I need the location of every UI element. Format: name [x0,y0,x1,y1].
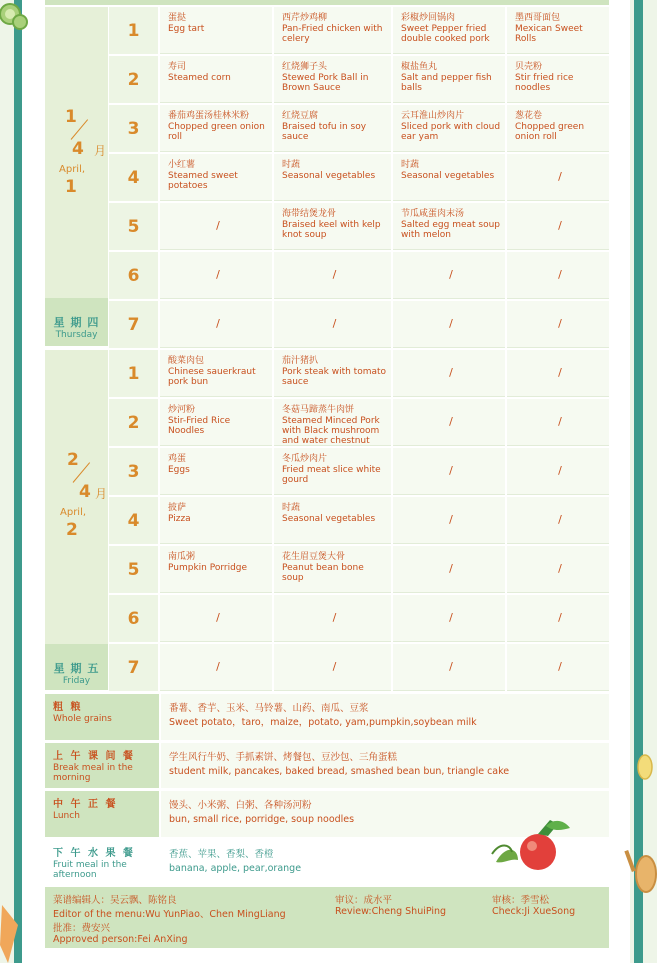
empty-dish: / [332,660,337,673]
empty-dish: / [558,268,562,281]
empty-dish: / [558,219,562,232]
dish-name-zh: 番茄鸡蛋汤桂林米粉 [168,111,250,121]
dish-name-en: Seasonal vegetables [282,514,376,524]
category-label-en: Break meal in the morning [53,763,133,783]
meal-row [109,350,609,397]
tomato-icon [488,814,578,878]
category-items-zh: 香蕉、苹果、香梨、香橙 [169,849,274,860]
empty-dish: / [449,366,453,379]
english-month: April, [59,164,86,175]
dish-name-en: Eggs [168,465,190,475]
empty-dish: / [332,268,337,281]
empty-dish: / [449,415,453,428]
dish-cell [507,546,609,593]
dish-cell [160,301,272,348]
category-items-zh: 番薯、香芋、玉米、马铃薯、山药、南瓜、豆浆 [169,703,369,714]
meal-number: 1 [109,7,158,54]
check-en: Check:Ji XueSong [492,906,576,917]
dish-name-en: Steamed sweet potatoes [168,171,238,191]
empty-dish: / [449,611,453,624]
meal-number: 6 [109,252,158,299]
dish-cell [274,203,391,250]
dish-cell [393,301,505,348]
carrot-icon [0,905,22,963]
dish-cell [507,7,609,54]
dish-cell [160,595,272,642]
dish-name-zh: 葱花卷 [515,111,543,121]
dish-name-zh: 寿司 [168,62,187,72]
day-1-label [45,7,108,346]
dish-name-en: Stewed Pork Ball in Brown Sauce [282,73,369,93]
dish-cell [274,595,391,642]
dish-name-zh: 墨西哥面包 [515,13,561,23]
dish-name-zh: 节瓜咸蛋肉末汤 [401,209,465,219]
menu-footer [45,887,609,948]
dish-name-zh: 云耳淮山炒肉片 [401,111,465,121]
date-cell [45,7,108,297]
empty-dish: / [216,219,220,232]
weekday-zh: 星 期 五 [53,662,100,675]
dish-cell [274,301,391,348]
empty-dish: / [449,317,453,330]
dish-cell [507,154,609,201]
dish-cell [507,301,609,348]
dish-name-zh: 茄汁猪扒 [282,356,319,366]
dish-cell [160,252,272,299]
dish-cell [160,203,272,250]
dish-cell [507,203,609,250]
meal-row [109,497,609,544]
dish-cell [160,154,272,201]
meal-row [109,448,609,495]
spoon-icon [624,840,657,920]
category-label [45,840,159,884]
dish-name-en: Fried meat slice white gourd [282,465,381,485]
english-day: 1 [65,177,77,197]
dish-cell [274,56,391,103]
category-label-zh: 上 午 课 间 餐 [53,751,135,762]
meal-number: 2 [109,56,158,103]
empty-dish: / [449,464,453,477]
dish-name-en: Egg tart [168,24,205,34]
day-block-2 [45,350,609,690]
dish-cell [507,497,609,544]
weekday-cell [45,644,108,690]
dish-cell [393,56,505,103]
month-char: 月 [95,487,108,501]
empty-dish: / [558,562,562,575]
dish-cell [393,154,505,201]
dish-name-zh: 椒盐鱼丸 [401,62,438,72]
dish-cell [160,497,272,544]
editor-zh: 菜谱编辑人：吴云飘、陈铭良 [53,895,177,906]
dish-cell [160,399,272,446]
dish-name-zh: 披萨 [168,503,187,513]
meal-row [109,7,609,54]
dish-name-zh: 海带结煲龙骨 [282,209,337,219]
dish-name-zh: 红烧豆腐 [282,111,319,121]
empty-dish: / [332,611,337,624]
empty-dish: / [558,660,562,673]
dish-cell [160,546,272,593]
dish-name-en: Salted egg meat soup with melon [401,220,501,240]
dish-name-zh: 炒河粉 [168,405,196,415]
dish-cell [393,105,505,152]
empty-dish: / [558,170,562,183]
dish-name-en: Stir-Fried Rice Noodles [168,416,231,436]
category-label-en: Lunch [53,811,80,821]
corn-icon [634,752,657,782]
empty-dish: / [558,366,562,379]
category-label-zh: 粗 粮 [53,702,83,713]
dish-name-zh: 时蔬 [401,160,420,170]
weekday-en: Thursday [55,330,98,340]
dish-name-en: Braised tofu in soy sauce [282,122,367,142]
empty-dish: / [558,513,562,526]
dish-cell [393,350,505,397]
dish-name-zh: 小红薯 [168,160,196,170]
empty-dish: / [558,464,562,477]
category-label-en: Fruit meal in the afternoon [53,860,127,880]
dish-cell [274,644,391,691]
meal-number: 1 [109,350,158,397]
meal-number: 7 [109,644,158,691]
meal-row [109,56,609,103]
approve-zh: 批准：费安兴 [53,923,111,934]
dish-name-en: Pumpkin Porridge [168,563,248,573]
empty-dish: / [449,660,453,673]
dish-name-zh: 西芹炒鸡柳 [282,13,328,23]
meal-row [109,252,609,299]
meal-number: 2 [109,399,158,446]
cucumber-icon [0,0,28,34]
empty-dish: / [216,660,220,673]
dish-cell [507,399,609,446]
dish-cell [507,252,609,299]
category-label [45,694,159,740]
meal-row [109,595,609,642]
dish-cell [160,350,272,397]
dish-cell [160,105,272,152]
check-zh: 审核：季雪松 [492,895,550,906]
weekday-cell [45,298,108,346]
month-number: 4 [72,139,84,159]
category-whole-grains [45,694,609,740]
dish-cell [393,252,505,299]
meal-number: 3 [109,105,158,152]
empty-dish: / [216,611,220,624]
day-2-label [45,350,108,690]
left-rail-band [14,0,22,963]
month-char: 月 [94,144,107,158]
category-label [45,743,159,788]
meal-row [109,546,609,593]
dish-name-en: Seasonal vegetables [401,171,495,181]
dish-cell [274,546,391,593]
empty-dish: / [216,268,220,281]
category-items-en: bun, small rice, porridge, soup noodles [169,814,355,825]
meal-number: 5 [109,546,158,593]
dish-cell [274,252,391,299]
meal-number: 5 [109,203,158,250]
category-items-zh: 学生风行牛奶、手抓素饼、烤餐包、豆沙包、三角蛋糕 [169,752,398,763]
category-body [161,743,609,788]
dish-name-en: Seasonal vegetables [282,171,376,181]
empty-dish: / [558,611,562,624]
dish-name-zh: 南瓜粥 [168,552,196,562]
dish-name-zh: 时蔬 [282,160,301,170]
dish-cell [507,105,609,152]
category-label-zh: 中 午 正 餐 [53,799,118,810]
empty-dish: / [558,415,562,428]
dish-name-en: Steamed corn [168,73,231,83]
dish-name-zh: 蛋挞 [168,13,187,23]
dish-cell [507,350,609,397]
dish-name-zh: 冬菇马蹄蒸牛肉饼 [282,405,355,415]
editor-en: Editor of the menu:Wu YunPiao、Chen MingLiang [53,909,286,920]
dish-cell [160,644,272,691]
day-block-1 [45,7,609,346]
dish-cell [160,448,272,495]
right-rail [630,0,657,963]
meal-row [109,203,609,250]
dish-name-en: Steamed Minced Pork with Black mushroom and water chestnut [282,416,380,446]
dish-name-en: Chopped green onion roll [168,122,265,142]
dish-name-zh: 彩椒炒回锅肉 [401,13,456,23]
dish-cell [274,448,391,495]
meal-number: 7 [109,301,158,348]
meal-number: 6 [109,595,158,642]
meal-row [109,399,609,446]
category-body [161,694,609,740]
meal-number: 3 [109,448,158,495]
meal-row [109,644,609,691]
dish-name-en: Mexican Sweet Rolls [515,24,583,44]
dish-cell [507,644,609,691]
approve-en: Approved person:Fei AnXing [53,934,188,945]
dish-cell [393,448,505,495]
dish-name-en: Sweet Pepper fried double cooked pork [401,24,490,44]
weekday-zh: 星 期 四 [53,316,100,329]
meal-row [109,301,609,348]
dish-cell [507,56,609,103]
empty-dish: / [216,317,220,330]
meal-number: 4 [109,154,158,201]
dish-cell [274,399,391,446]
dish-name-zh: 红烧狮子头 [282,62,328,72]
left-rail [0,0,22,963]
dish-name-zh: 鸡蛋 [168,454,187,464]
weekday-en: Friday [62,676,91,686]
empty-dish: / [449,268,453,281]
meal-row [109,105,609,152]
dish-name-en: Chopped green onion roll [515,122,585,142]
dish-name-zh: 冬瓜炒肉片 [282,454,328,464]
meal-row [109,154,609,201]
dish-cell [274,497,391,544]
top-strip [45,0,609,5]
dish-cell [274,7,391,54]
category-label [45,791,159,837]
meal-number: 4 [109,497,158,544]
review-zh: 审议：成水平 [335,895,393,906]
dish-cell [393,497,505,544]
dish-cell [274,105,391,152]
category-morning-break [45,743,609,788]
category-items-zh: 馒头、小米粥、白粥、各种汤河粉 [169,800,312,811]
dish-name-en: Stir fried rice noodles [515,73,574,93]
dish-name-en: Pan-Fried chicken with celery [282,24,383,44]
empty-dish: / [558,317,562,330]
empty-dish: / [332,317,337,330]
category-label-zh: 下 午 水 果 餐 [53,848,135,859]
right-rail-band [634,0,643,963]
dish-name-en: Peanut bean bone soup [282,563,364,583]
dish-name-en: Braised keel with kelp knot soup [282,220,381,240]
english-day: 2 [66,520,78,540]
dish-cell [393,7,505,54]
review-en: Review:Cheng ShuiPing [335,906,447,917]
english-month: April, [60,507,87,518]
dish-name-en: Pork steak with tomato sauce [282,367,387,387]
dish-cell [393,644,505,691]
dish-name-zh: 酸菜肉包 [168,356,205,366]
dish-cell [393,595,505,642]
dish-name-zh: 贝壳粉 [515,62,543,72]
category-items-en: banana, apple, pear,orange [169,863,302,874]
dish-name-en: Sliced pork with cloud ear yam [401,122,501,142]
dish-cell [507,595,609,642]
dish-name-en: Salt and pepper fish balls [401,73,492,93]
day-number: 1 [65,107,77,127]
dish-cell [274,154,391,201]
dish-cell [393,399,505,446]
dish-name-en: Pizza [168,514,191,524]
dish-cell [393,203,505,250]
category-items-en: Sweet potato，taro，maize，potato, yam,pumpkin,soybean milk [169,717,477,728]
dish-name-zh: 时蔬 [282,503,301,513]
category-items-en: student milk, pancakes, baked bread, smashed bean bun, triangle cake [169,766,510,777]
category-label-en: Whole grains [53,714,112,724]
month-number: 4 [79,482,91,502]
date-cell [45,350,108,643]
dish-name-en: Chinese sauerkraut pork bun [168,367,256,387]
dish-cell [274,350,391,397]
dish-cell [160,7,272,54]
day-number: 2 [67,450,79,470]
empty-dish: / [449,562,453,575]
dish-name-zh: 花生眉豆煲大骨 [282,552,346,562]
empty-dish: / [449,513,453,526]
dish-cell [160,56,272,103]
dish-cell [393,546,505,593]
dish-cell [507,448,609,495]
